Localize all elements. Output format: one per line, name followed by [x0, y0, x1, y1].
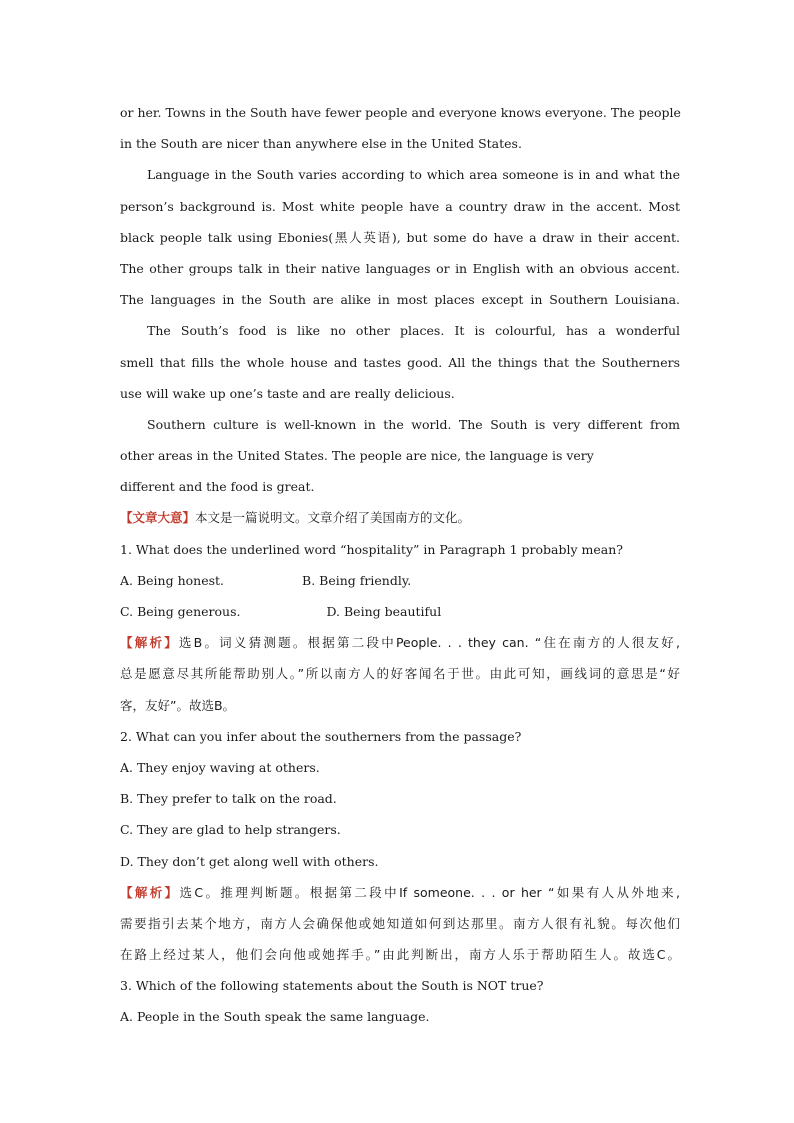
paragraph-1-tail [120, 97, 680, 159]
option-c: C. Being generous. [120, 604, 241, 619]
question-1 [120, 534, 680, 721]
option-a: A. Being honest. [120, 572, 225, 588]
question-stem: 3. Which of the following statements about the South is NOT true? [120, 978, 544, 994]
text-line: Language in the South varies according to which area someone is in and what the [147, 167, 680, 183]
option-a: A. People in the South speak the same language. [120, 1009, 430, 1025]
question-stem: 2. What can you infer about the southerners from the passage? [120, 728, 522, 744]
text-line: in the South are nicer than anywhere else in the United States. [120, 136, 522, 152]
paragraph-4 [120, 409, 680, 503]
text-line: use will wake up one’s taste and are really delicious. [120, 385, 455, 401]
option-b: B. They prefer to talk on the road. [120, 791, 337, 807]
option-a: A. They enjoy waving at others. [120, 759, 320, 775]
text-line: Southern culture is well-known in the world. The South is very different from [147, 416, 680, 432]
summary-tag: 【文章大意】 [120, 510, 196, 526]
summary-text: 本文是一篇说明文。文章介绍了美国南方的文化。 [195, 510, 471, 526]
analysis-line: 在路上经过某人，他们会向他或她挥手。”由此判断出，南方人乐于帮助陌生人。故选C。 [120, 947, 680, 963]
analysis-line: 总是愿意尽其所能帮助别人。”所以南方人的好客闻名于世。由此可知，画线词的意思是“好 [120, 666, 680, 682]
text-line: black people talk using Ebonies(黑人英语), but some do have a draw in their accent. [120, 229, 680, 245]
analysis-line [120, 627, 680, 658]
options-row [120, 596, 680, 627]
analysis-line: 客，友好”。故选B。 [120, 697, 236, 713]
question-2 [120, 721, 680, 971]
option-c: C. They are glad to help strangers. [120, 822, 341, 838]
analysis-text: 选C。推理判断题。根据第二段中If someone. . . or her “如果有人从外地来, [179, 884, 680, 900]
analysis-tag: 【解析】 [120, 884, 180, 900]
document-page [120, 97, 680, 1033]
summary-line [120, 502, 680, 533]
text-line: smell that fills the whole house and tastes good. All the things that the Southerners [120, 354, 680, 370]
option-b: B. Being friendly. [302, 572, 412, 588]
question-stem: 1. What does the underlined word “hospitality” in Paragraph 1 probably mean? [120, 541, 623, 557]
analysis-line [120, 877, 680, 908]
paragraph-2 [120, 159, 680, 315]
text-line: The other groups talk in their native languages or in English with an obvious accent. [120, 260, 680, 276]
text-line: person’s background is. Most white people have a country draw in the accent. Most [120, 198, 680, 214]
text-line: or her. Towns in the South have fewer people and everyone knows everyone. The people [120, 105, 681, 120]
options-row [120, 565, 680, 596]
analysis-text: 选B。词义猜测题。根据第二段中People. . . they can. “住在南方的人很友好, [178, 635, 680, 651]
analysis-line: 需要指引去某个地方，南方人会确保他或她知道如何到达那里。南方人很有礼貌。每次他们 [120, 915, 680, 931]
text-line: other areas in the United States. The people are nice, the language is very [120, 448, 594, 464]
text-line: The languages in the South are alike in most places except in Southern Louisiana. [120, 292, 680, 308]
option-d: D. Being beautiful [326, 604, 442, 619]
analysis-tag: 【解析】 [120, 635, 179, 651]
option-d: D. They don’t get along well with others. [120, 853, 379, 869]
paragraph-3 [120, 315, 680, 409]
text-line: different and the food is great. [120, 479, 315, 495]
text-line: The South’s food is like no other places. It is colourful, has a wonderful [147, 323, 680, 339]
question-3 [120, 970, 680, 1032]
